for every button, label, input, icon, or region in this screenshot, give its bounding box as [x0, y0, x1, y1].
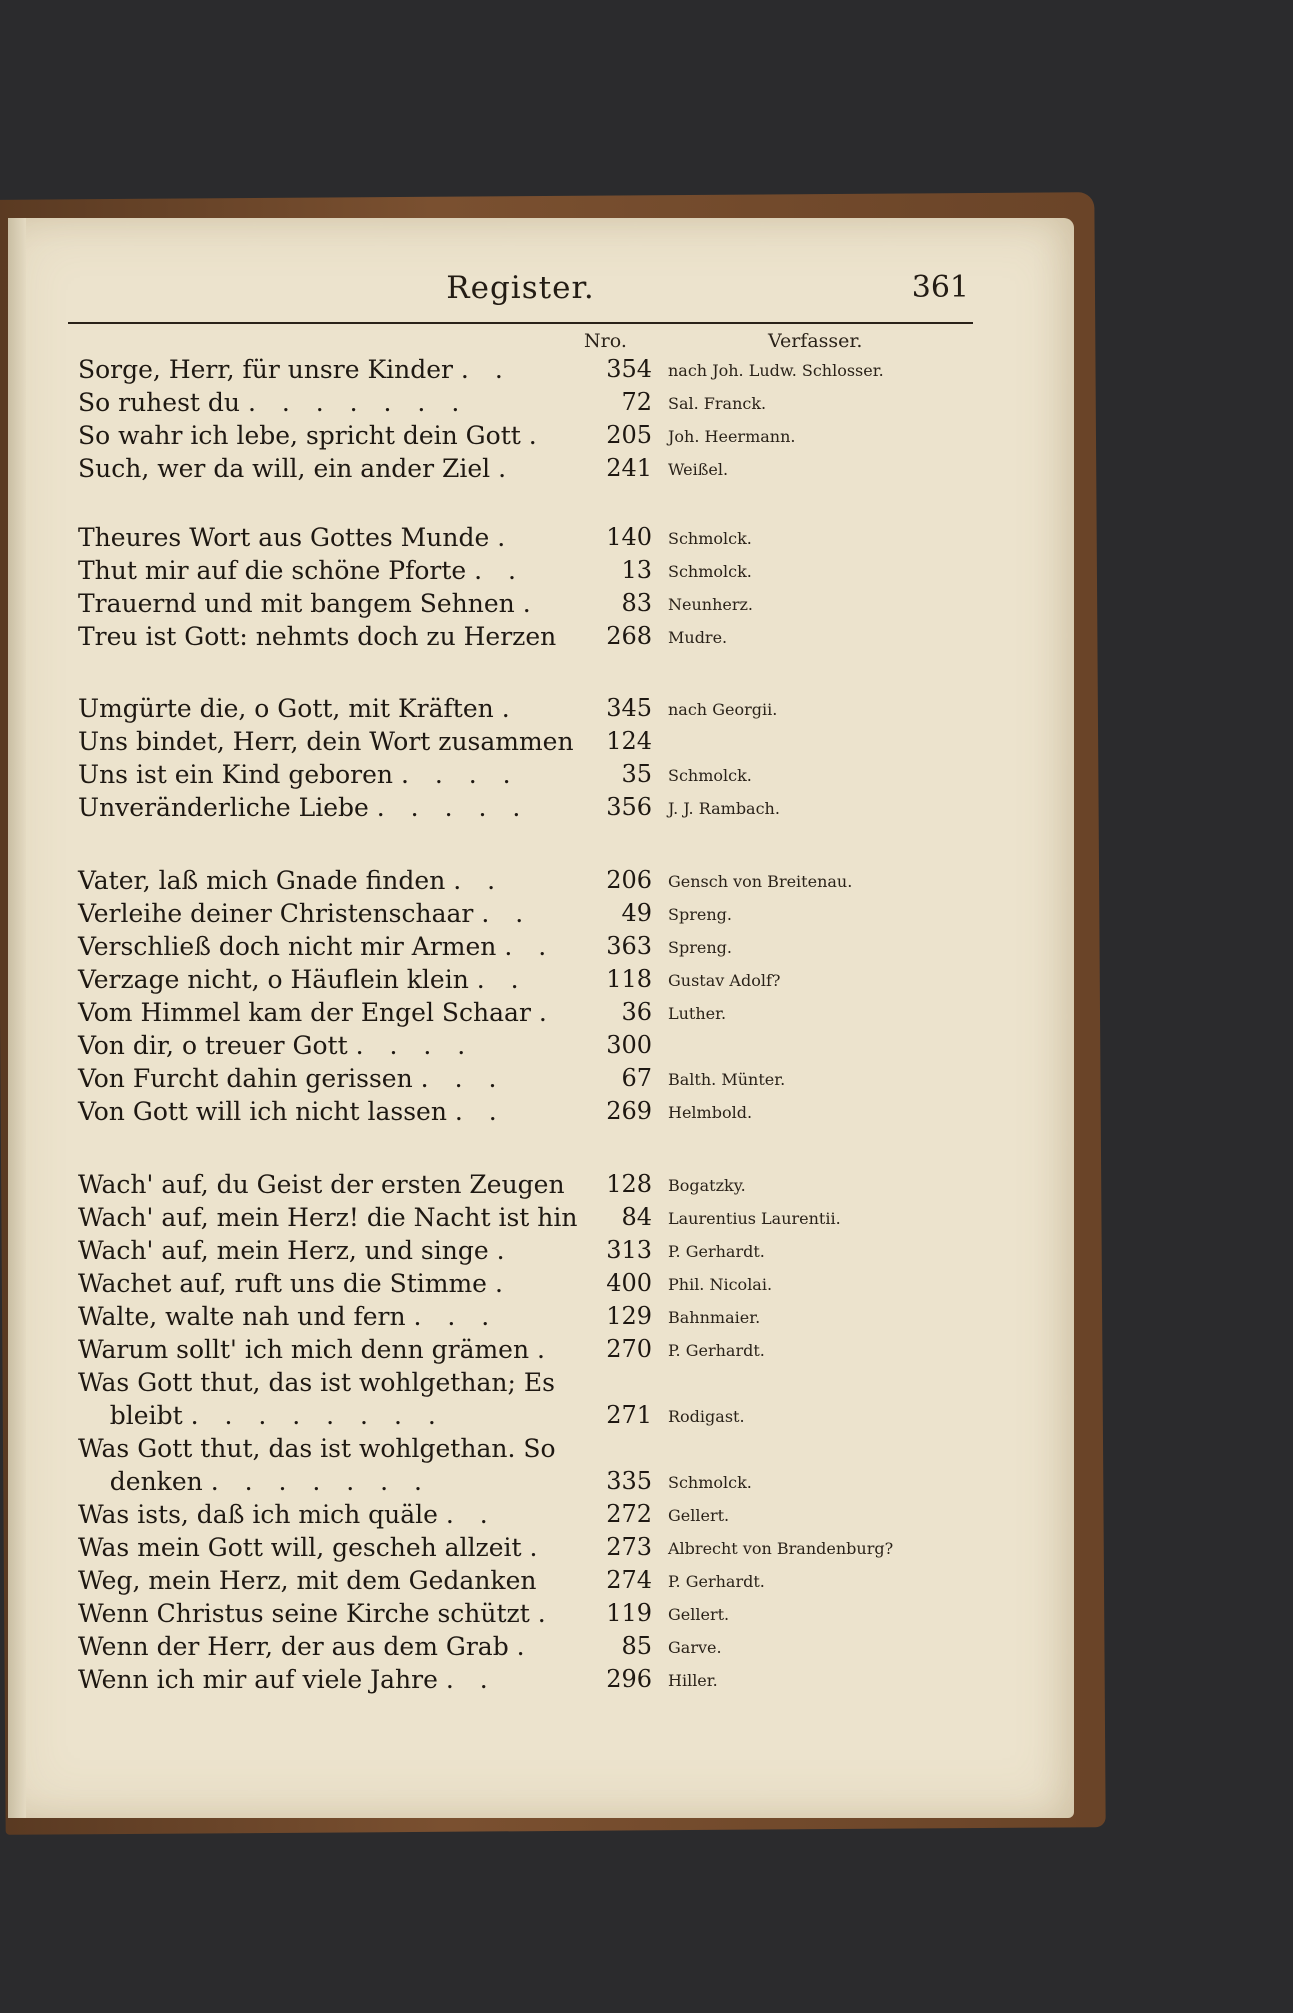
entry-title: Such, wer da will, ein ander Ziel .	[78, 454, 516, 483]
entry-number: 118	[606, 965, 652, 993]
entry-title: So wahr ich lebe, spricht dein Gott .	[78, 421, 546, 450]
entry-title: Wenn Christus seine Kirche schützt .	[78, 1599, 555, 1628]
entry-author: Gellert.	[668, 1506, 730, 1525]
entry-number: 274	[606, 1566, 652, 1594]
entry-author: Luther.	[668, 1004, 727, 1023]
entry-number: 13	[621, 556, 652, 584]
header-rule	[68, 322, 973, 324]
entry-title: Wach' auf, du Geist der ersten Zeugen	[78, 1170, 565, 1199]
entry-author: Mudre.	[668, 628, 728, 647]
entry-author: nach Joh. Ludw. Schlosser.	[668, 361, 884, 380]
entry-number: 85	[621, 1632, 652, 1660]
entry-author: Schmolck.	[668, 529, 752, 548]
entry-number: 270	[606, 1335, 652, 1363]
entry-title: Uns ist ein Kind geboren . . . .	[78, 760, 520, 789]
entry-number: 84	[621, 1203, 652, 1231]
entry-number: 272	[606, 1500, 652, 1528]
entry-number: 119	[606, 1599, 652, 1627]
entry-number: 356	[606, 793, 652, 821]
entry-title: Was mein Gott will, gescheh allzeit .	[78, 1533, 547, 1562]
entry-number: 268	[606, 622, 652, 650]
entry-author: J. J. Rambach.	[668, 799, 780, 818]
entry-author: Laurentius Laurentii.	[668, 1209, 841, 1228]
entry-title: Uns bindet, Herr, dein Wort zusammen	[78, 727, 574, 756]
entry-title: Wenn der Herr, der aus dem Grab .	[78, 1632, 534, 1661]
entry-author: Sal. Franck.	[668, 394, 767, 413]
page-number: 361	[911, 270, 969, 305]
entry-number: 335	[606, 1467, 652, 1495]
entry-title: Was Gott thut, das ist wohlgethan. So	[78, 1434, 556, 1463]
entry-title: Verzage nicht, o Häuflein klein . .	[78, 965, 528, 994]
entry-author: P. Gerhardt.	[668, 1242, 765, 1261]
entry-number: 128	[606, 1170, 652, 1198]
entry-author: Gellert.	[668, 1605, 730, 1624]
entry-author: Schmolck.	[668, 766, 752, 785]
column-header-number: Nro.	[584, 330, 627, 352]
entry-number: 345	[606, 694, 652, 722]
entry-title: Warum sollt' ich mich denn grämen .	[78, 1335, 554, 1364]
entry-author: Rodigast.	[668, 1407, 745, 1426]
entry-author: Weißel.	[668, 460, 729, 479]
entry-number: 363	[606, 932, 652, 960]
entry-number: 300	[606, 1031, 652, 1059]
entry-author: P. Gerhardt.	[668, 1341, 765, 1360]
entry-author: Gensch von Breitenau.	[668, 872, 853, 891]
entry-number: 35	[621, 760, 652, 788]
entry-author: Gustav Adolf?	[668, 971, 781, 990]
entry-title: denken . . . . . . .	[78, 1467, 431, 1496]
entry-title: Vom Himmel kam der Engel Schaar .	[78, 998, 556, 1027]
entry-title: Von Furcht dahin gerissen . . .	[78, 1064, 506, 1093]
entry-title: Wachet auf, ruft uns die Stimme .	[78, 1269, 512, 1298]
entry-title: Wenn ich mir auf viele Jahre . .	[78, 1665, 497, 1694]
entry-author: Joh. Heermann.	[668, 427, 796, 446]
entry-number: 83	[621, 589, 652, 617]
entry-number: 129	[606, 1302, 652, 1330]
entry-author: Hiller.	[668, 1671, 718, 1690]
entry-number: 241	[606, 454, 652, 482]
entry-author: P. Gerhardt.	[668, 1572, 765, 1591]
entry-author: Phil. Nicolai.	[668, 1275, 773, 1294]
entry-author: Schmolck.	[668, 562, 752, 581]
entry-number: 354	[606, 355, 652, 383]
entry-number: 49	[621, 899, 652, 927]
entry-title: Trauernd und mit bangem Sehnen .	[78, 589, 540, 618]
entry-author: Helmbold.	[668, 1103, 753, 1122]
entry-number: 36	[621, 998, 652, 1026]
entry-title: Sorge, Herr, für unsre Kinder . .	[78, 355, 512, 384]
entry-title: bleibt . . . . . . . .	[78, 1401, 445, 1430]
entry-number: 313	[606, 1236, 652, 1264]
entry-author: Neunherz.	[668, 595, 754, 614]
entry-author: Schmolck.	[668, 1473, 752, 1492]
entry-title: Verschließ doch nicht mir Armen . .	[78, 932, 556, 961]
entry-author: Spreng.	[668, 938, 732, 957]
entry-title: Was Gott thut, das ist wohlgethan; Es	[78, 1368, 555, 1397]
page-header	[68, 270, 973, 320]
entry-number: 72	[621, 388, 652, 416]
entry-number: 269	[606, 1097, 652, 1125]
entry-number: 67	[621, 1064, 652, 1092]
entry-title: Von Gott will ich nicht lassen . .	[78, 1097, 506, 1126]
entry-number: 140	[606, 523, 652, 551]
entry-number: 271	[606, 1401, 652, 1429]
entry-author: Bahnmaier.	[668, 1308, 761, 1327]
entry-title: Verleihe deiner Christenschaar . .	[78, 899, 533, 928]
entry-title: Wach' auf, mein Herz! die Nacht ist hin	[78, 1203, 578, 1232]
entry-title: Wach' auf, mein Herz, und singe .	[78, 1236, 514, 1265]
entry-title: Walte, walte nah und fern . . .	[78, 1302, 499, 1331]
entry-number: 124	[606, 727, 652, 755]
entry-author: Garve.	[668, 1638, 722, 1657]
entry-title: Thut mir auf die schöne Pforte . .	[78, 556, 525, 585]
entry-title: Von dir, o treuer Gott . . . .	[78, 1031, 475, 1060]
page-title: Register.	[446, 270, 595, 306]
entry-title: Unveränderliche Liebe . . . . .	[78, 793, 530, 822]
entry-author: Bogatzky.	[668, 1176, 746, 1195]
entry-author: Spreng.	[668, 905, 732, 924]
entry-title: So ruhest du . . . . . . .	[78, 388, 469, 417]
entry-title: Weg, mein Herz, mit dem Gedanken	[78, 1566, 537, 1595]
entry-number: 400	[606, 1269, 652, 1297]
entry-title: Vater, laß mich Gnade finden . .	[78, 866, 505, 895]
entry-number: 296	[606, 1665, 652, 1693]
entry-author: nach Georgii.	[668, 700, 778, 719]
entry-title: Umgürte die, o Gott, mit Kräften .	[78, 694, 519, 723]
entry-title: Treu ist Gott: nehmts doch zu Herzen	[78, 622, 557, 651]
entry-title: Was ists, daß ich mich quäle . .	[78, 1500, 497, 1529]
entry-number: 273	[606, 1533, 652, 1561]
entry-number: 205	[606, 421, 652, 449]
entry-author: Albrecht von Brandenburg?	[668, 1539, 894, 1558]
entry-number: 206	[606, 866, 652, 894]
entry-author: Balth. Münter.	[668, 1070, 786, 1089]
column-header-author: Verfasser.	[768, 330, 863, 352]
entry-title: Theures Wort aus Gottes Munde .	[78, 523, 515, 552]
